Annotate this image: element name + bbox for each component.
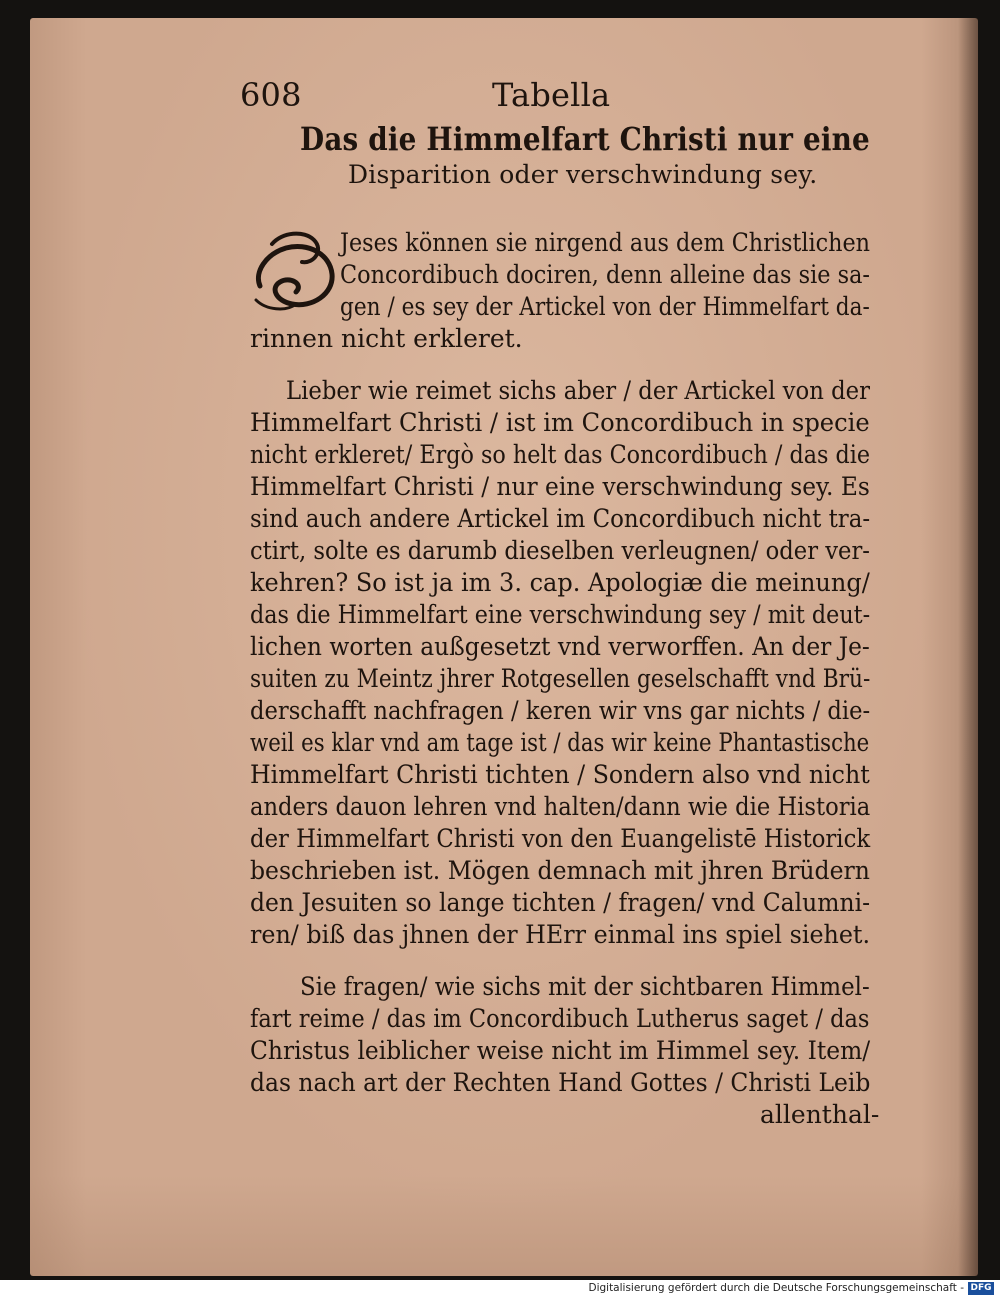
catchword: allenthal-	[760, 1100, 880, 1129]
text-line: das nach art der Rechten Hand Gottes / Christi Leib	[250, 1068, 871, 1097]
page-number: 608	[240, 76, 302, 114]
text-line: nicht erkleret/ Ergò so helt das Concordibuch / das die	[250, 440, 871, 469]
credit-text: Digitalisierung gefördert durch die Deutsche Forschungsgemeinschaft -	[588, 1282, 964, 1294]
section-subtitle: Disparition oder verschwindung sey.	[348, 160, 818, 189]
page-edge-shadow	[958, 18, 978, 1276]
running-head: Tabella	[492, 76, 611, 114]
section-title: Das die Himmelfart Christi nur eine	[300, 120, 870, 158]
text-line: weil es klar vnd am tage ist / das wir keine Phantastische	[250, 728, 870, 757]
text-line: fart reime / das im Concordibuch Lutherus saget / das	[250, 1004, 870, 1033]
text-line: Jeses können sie nirgend aus dem Christlichen	[340, 228, 871, 257]
text-line: sind auch andere Artickel im Concordibuch nicht tra-	[250, 504, 871, 533]
text-line: kehren? So ist ja im 3. cap. Apologiæ die meinung/	[250, 568, 870, 597]
text-line: suiten zu Meintz jhrer Rotgesellen geselschafft vnd Brü-	[250, 664, 871, 693]
text-line: der Himmelfart Christi von den Euangelistē Historick	[250, 824, 871, 853]
text-line: Himmelfart Christi / nur eine verschwindung sey. Es	[250, 472, 870, 501]
text-line: rinnen nicht erkleret.	[250, 324, 523, 353]
drop-cap-ornament	[252, 224, 342, 314]
text-line: ctirt, solte es darumb dieselben verleugnen/ oder ver-	[250, 536, 870, 565]
text-line: Himmelfart Christi / ist im Concordibuch in specie	[250, 408, 870, 437]
text-line: ren/ biß das jhnen der HErr einmal ins spiel siehet.	[250, 920, 871, 949]
text-line: Christus leiblicher weise nicht im Himmel sey. Item/	[250, 1036, 871, 1065]
text-line: Himmelfart Christi tichten / Sondern also vnd nicht	[250, 760, 870, 789]
text-line: derschafft nachfragen / keren wir vns gar nichts / die-	[250, 696, 871, 725]
text-line: gen / es sey der Artickel von der Himmelfart da-	[340, 292, 870, 321]
text-line: das die Himmelfart eine verschwindung sey / mit deut-	[250, 600, 871, 629]
text-line: Concordibuch dociren, denn alleine das sie sa-	[340, 260, 870, 289]
text-line: lichen worten außgesetzt vnd verworffen. An der Je-	[250, 632, 870, 661]
text-line: Lieber wie reimet sichs aber / der Artickel von der	[286, 376, 870, 405]
text-line: den Jesuiten so lange tichten / fragen/ vnd Calumni-	[250, 888, 871, 917]
text-line: anders dauon lehren vnd halten/dann wie die Historia	[250, 792, 871, 821]
dfg-logo: DFG	[968, 1282, 994, 1295]
text-line: beschrieben ist. Mögen demnach mit jhren Brüdern	[250, 856, 870, 885]
text-line: Sie fragen/ wie sichs mit der sichtbaren Himmel-	[300, 972, 870, 1001]
